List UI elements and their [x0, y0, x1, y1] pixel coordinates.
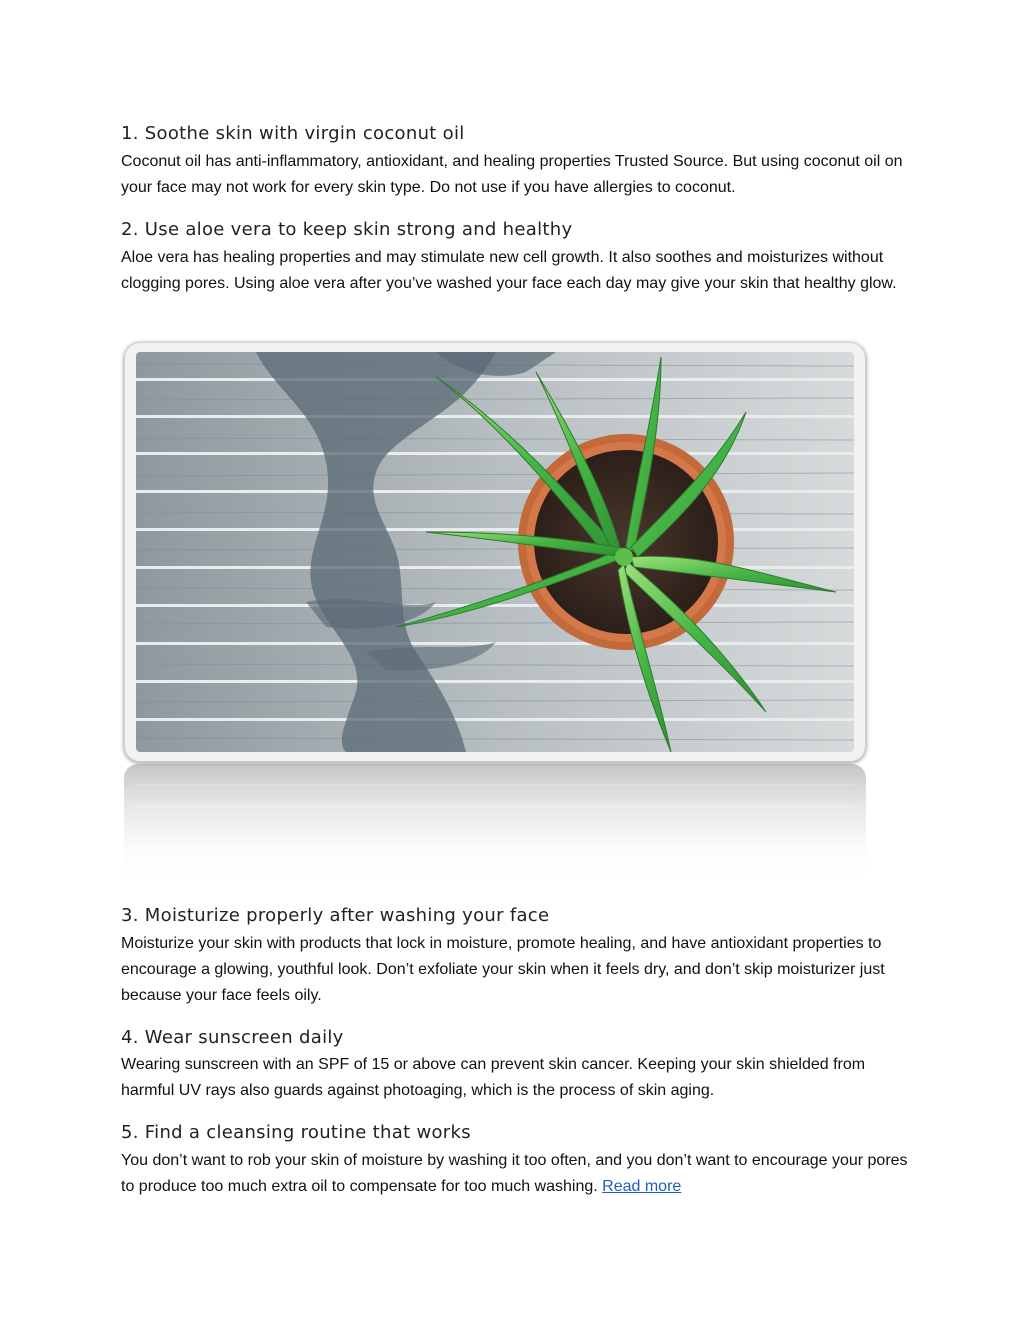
section-2-text: Aloe vera has healing properties and may stimulate new cell growth. It also soothes and moisturizes without clogging pores. Using aloe vera after you’ve washed your face each day may give your skin that healthy glow. — [121, 249, 897, 292]
section-5-body: You don’t want to rob your skin of moisture by washing it too often, and you don’t want to encourage your pores to produce too much extra oil to compensate for too much washing. — [121, 1152, 908, 1195]
section-1-heading: 1. Soothe skin with virgin coconut oil — [121, 123, 465, 144]
section-3-text: Moisturize your skin with products that lock in moisture, promote healing, and have antioxidant properties to encourage a glowing, youthful look. Don’t exfoliate your skin when it feels dry, and don’t skip moisturizer just because your face feels oily. — [121, 935, 885, 1004]
section-2-heading: 2. Use aloe vera to keep skin strong and healthy — [121, 219, 573, 240]
aloe-vera-plant-photo-icon — [136, 352, 854, 752]
section-5-text — [121, 1148, 911, 1200]
section-4-heading: 4. Wear sunscreen daily — [121, 1027, 344, 1048]
section-1-text: Coconut oil has anti-inflammatory, antioxidant, and healing properties Trusted Source. But using coconut oil on your face may not work for every skin type. Do not use if you have allergies to coconut. — [121, 153, 903, 196]
section-5-heading: 5. Find a cleansing routine that works — [121, 1122, 471, 1143]
section-4-text: Wearing sunscreen with an SPF of 15 or above can prevent skin cancer. Keeping your skin shielded from harmful UV rays also guards against photoaging, which is the process of skin aging. — [121, 1056, 866, 1099]
image-reflection — [124, 764, 866, 879]
section-3-heading: 3. Moisturize properly after washing your face — [121, 905, 550, 926]
read-more-link[interactable]: Read more — [602, 1178, 682, 1195]
aloe-vera-image-frame — [124, 342, 866, 762]
aloe-vera-photo — [136, 352, 854, 752]
